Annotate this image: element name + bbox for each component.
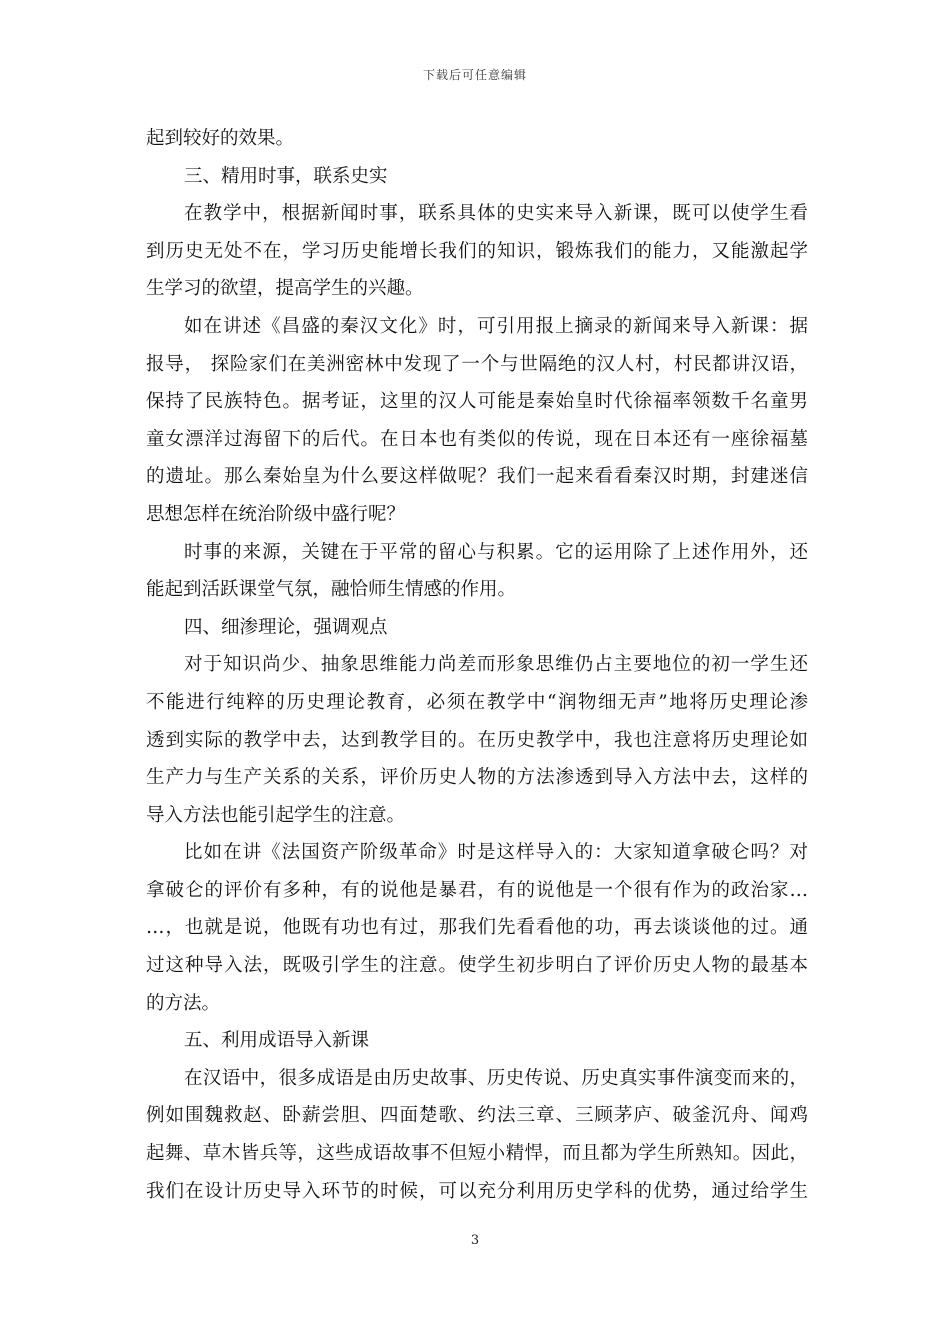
text-line: 思想怎样在统治阶级中盛行呢？: [146, 503, 406, 525]
text-line: 在汉语中，很多成语是由历史故事、历史传说、历史真实事件演变而来的，: [184, 1067, 808, 1089]
text-line: 在教学中，根据新闻时事，联系具体的史实来导入新课，既可以使学生看: [184, 203, 808, 225]
text-line: 到历史无处不在，学习历史能增长我们的知识，锻炼我们的能力，又能激起学: [146, 240, 808, 262]
text-line: 不能进行纯粹的历史理论教育，必须在教学中“润物细无声”地将历史理论渗: [146, 691, 808, 713]
text-line: 报导， 探险家们在美洲密林中发现了一个与世隔绝的汉人村，村民都讲汉语，: [146, 353, 808, 375]
text-line: 五、利用成语导入新课: [184, 1030, 370, 1052]
text-line: 起舞、草木皆兵等，这些成语故事不但短小精悍，而且都为学生所熟知。因此，: [146, 1143, 808, 1165]
text-line: 三、精用时事，联系史实: [184, 165, 388, 187]
text-line: 如在讲述《昌盛的秦汉文化》时，可引用报上摘录的新闻来导入新课：据: [184, 315, 808, 337]
text-line: …，也就是说，他既有功也有过，那我们先看看他的功，再去谈谈他的过。通: [146, 917, 808, 939]
page-number: 3: [470, 1233, 480, 1248]
text-line: 童女漂洋过海留下的后代。在日本也有类似的传说，现在日本还有一座徐福墓: [146, 428, 808, 450]
text-line: 的方法。: [146, 992, 221, 1014]
text-line: 时事的来源，关键在于平常的留心与积累。它的运用除了上述作用外，还: [184, 541, 808, 563]
text-line: 生产力与生产关系的关系，评价历史人物的方法渗透到导入方法中去，这样的: [146, 767, 808, 789]
document-body: [146, 120, 808, 1210]
page-header: 下载后可任意编辑: [422, 68, 527, 82]
text-line: 能起到活跃课堂气氛，融恰师生情感的作用。: [146, 579, 517, 601]
text-line: 我们在设计历史导入环节的时候，可以充分利用历史学科的优势，通过给学生: [146, 1180, 808, 1202]
text-line: 拿破仑的评价有多种，有的说他是暴君，有的说他是一个很有作为的政治家…: [146, 879, 808, 901]
text-line: 导入方法也能引起学生的注意。: [146, 804, 406, 826]
text-line: 透到实际的教学中去，达到教学目的。在历史教学中，我也注意将历史理论如: [146, 729, 808, 751]
text-line: 的遗址。那么秦始皇为什么要这样做呢？我们一起来看看秦汉时期，封建迷信: [146, 466, 808, 488]
text-line: 比如在讲《法国资产阶级革命》时是这样导入的：大家知道拿破仑吗？对: [184, 842, 808, 864]
text-line: 起到较好的效果。: [146, 128, 295, 149]
text-line: 过这种导入法，既吸引学生的注意。使学生初步明白了评价历史人物的最基本: [146, 955, 808, 977]
text-line: 生学习的欲望，提高学生的兴趣。: [146, 278, 424, 300]
text-line: 对于知识尚少、抽象思维能力尚差而形象思维仍占主要地位的初一学生还: [184, 654, 808, 676]
text-line: 四、细渗理论，强调观点: [184, 616, 388, 638]
text-line: 例如围魏救赵、卧薪尝胆、四面楚歌、约法三章、三顾茅庐、破釜沉舟、闻鸡: [146, 1105, 808, 1127]
text-line: 保持了民族特色。据考证，这里的汉人可能是秦始皇时代徐福率领数千名童男: [146, 391, 808, 413]
